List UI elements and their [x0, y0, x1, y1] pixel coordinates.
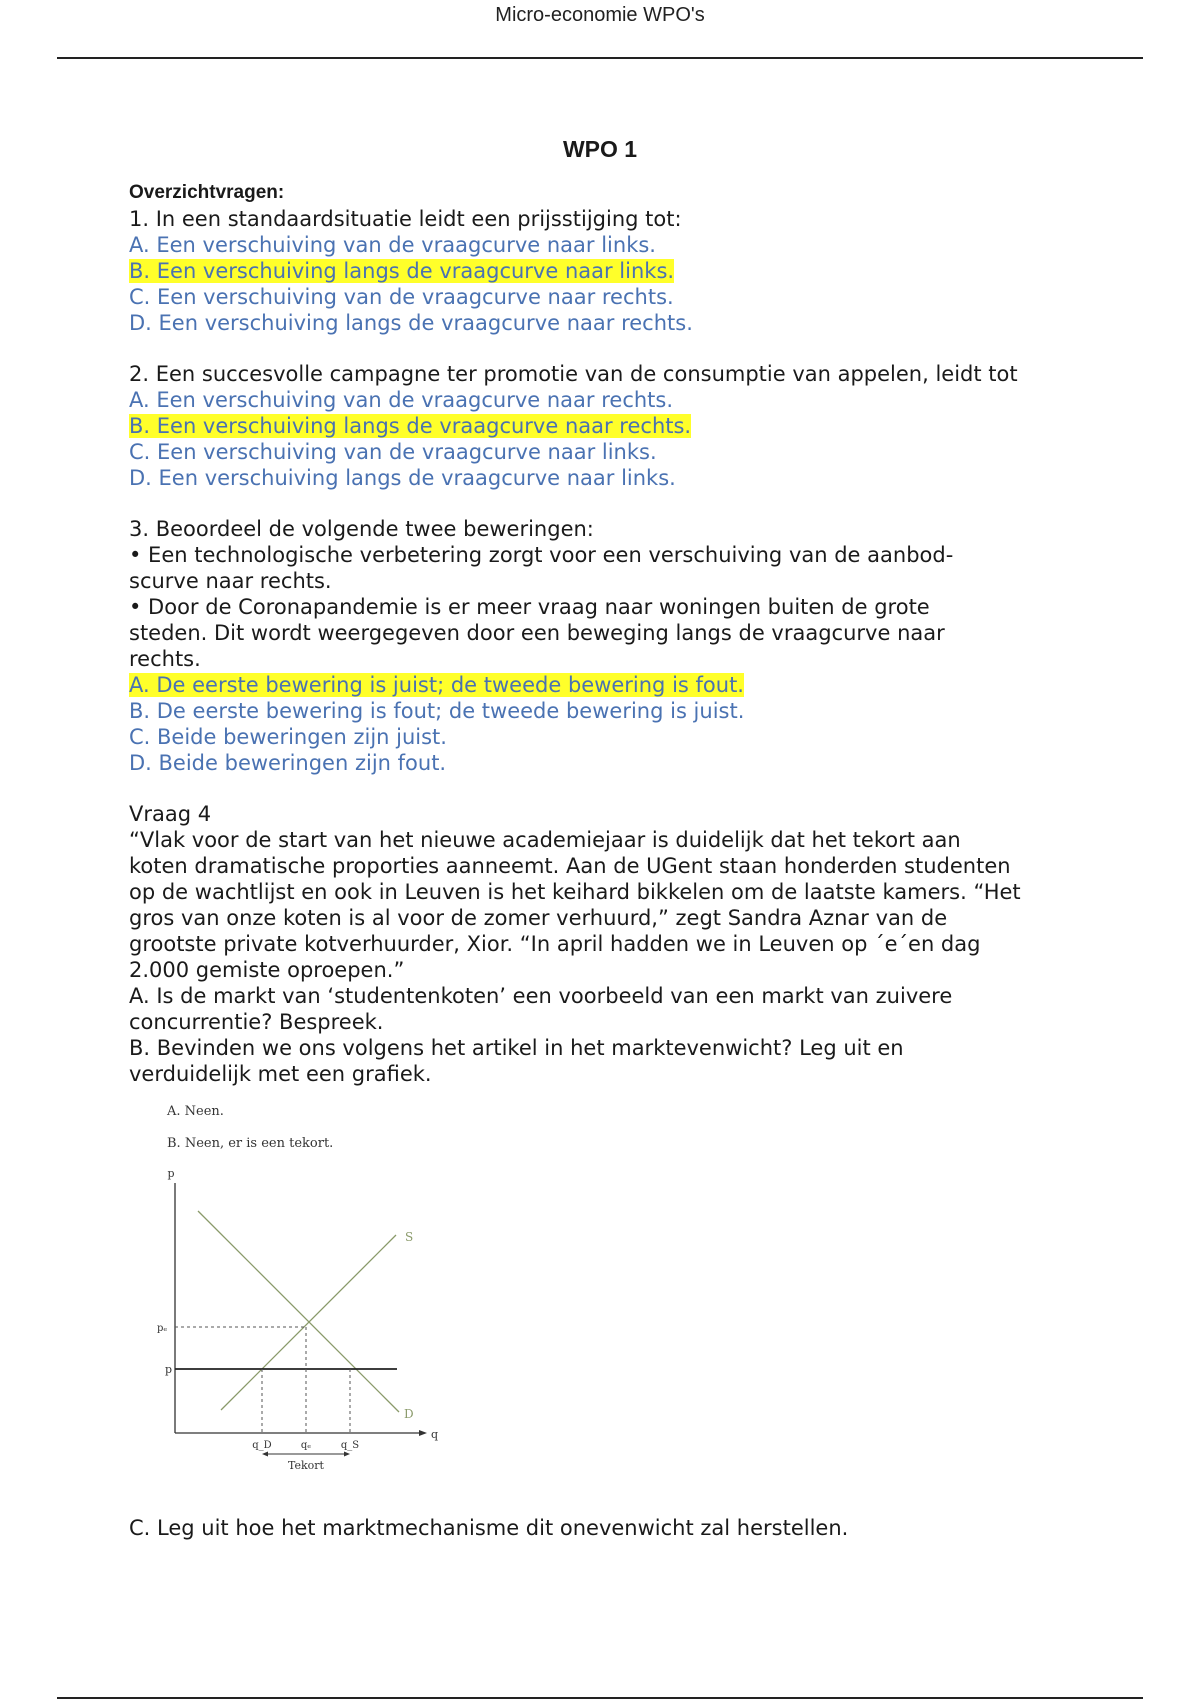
answer-option-d: D. Een verschuiving langs de vraagcurve naar rechts. [129, 311, 693, 335]
question-2 [129, 361, 1089, 491]
quote-line: koten dramatische proporties aanneemt. Aan de UGent staan honderden studenten [129, 854, 1011, 878]
quote-line: grootste private kotverhuurder, Xior. “In april hadden we in Leuven op ´e´en dag [129, 932, 981, 956]
question-1 [129, 206, 1089, 336]
part-a-question-cont: concurrentie? Bespreek. [129, 1010, 384, 1034]
question-stem: 3. Beoordeel de volgende twee beweringen: [129, 517, 594, 541]
answer-option-b-highlighted: B. Een verschuiving langs de vraagcurve naar links. [129, 259, 675, 283]
header-rule [57, 57, 1143, 59]
demand-curve [198, 1211, 399, 1412]
shortage-arrow-left-head [262, 1452, 268, 1457]
question-4 [129, 801, 1089, 1541]
part-b-question: B. Bevinden we ons volgens het artikel in het marktevenwicht? Leg uit en [129, 1036, 904, 1060]
running-header: Micro-economie WPO's [495, 4, 705, 26]
page-content [129, 136, 1089, 1541]
quote-line: “Vlak voor de start van het nieuwe academiejaar is duidelijk dat het tekort aan [129, 828, 961, 852]
question-label: Vraag 4 [129, 802, 212, 826]
y-axis-label: p [167, 1167, 175, 1180]
qd-tick-label: q_D [252, 1440, 272, 1451]
supply-curve [221, 1235, 396, 1410]
page-title: WPO 1 [562, 136, 638, 162]
qs-tick-label: q_S [340, 1440, 360, 1451]
statement-1: • Een technologische verbetering zorgt voor een verschuiving van de aanbod- [129, 543, 954, 567]
part-c-question: C. Leg uit hoe het marktmechanisme dit onevenwicht zal herstellen. [129, 1516, 849, 1540]
part-b-question-cont: verduidelijk met een grafiek. [129, 1062, 432, 1086]
footer-rule [57, 1697, 1143, 1699]
statement-2-cont: steden. Dit wordt weergegeven door een beweging langs de vraagcurve naar [129, 621, 945, 645]
statement-2: • Door de Coronapandemie is er meer vraag naar woningen buiten de grote [129, 595, 930, 619]
answer-option-b: B. De eerste bewering is fout; de tweede bewering is juist. [129, 699, 745, 723]
shortage-label: Tekort [288, 1459, 324, 1472]
answer-option-a-highlighted: A. De eerste bewering is juist; de tweede bewering is fout. [129, 673, 744, 697]
answer-figure [129, 1091, 439, 1491]
qe-tick-label: qₑ [300, 1440, 312, 1451]
supply-demand-chart [129, 1161, 439, 1491]
answer-b-text: B. Neen, er is een tekort. [167, 1136, 334, 1151]
quote-line: gros van onze koten is al voor de zomer verhuurd,” zegt Sandra Aznar van de [129, 906, 948, 930]
answer-option-d: D. Een verschuiving langs de vraagcurve naar links. [129, 466, 676, 490]
statement-2-cont: rechts. [129, 647, 201, 671]
quote-line: 2.000 gemiste oproepen.” [129, 958, 405, 982]
answer-option-a: A. Een verschuiving van de vraagcurve naar links. [129, 233, 656, 257]
part-a-question: A. Is de markt van ‘studentenkoten’ een voorbeeld van een markt van zuivere [129, 984, 953, 1008]
answer-option-a: A. Een verschuiving van de vraagcurve naar rechts. [129, 388, 674, 412]
x-axis-arrow [419, 1430, 427, 1436]
equilibrium-price-label: pₑ [157, 1323, 168, 1334]
question-stem: 2. Een succesvolle campagne ter promotie van de consumptie van appelen, leidt tot [129, 362, 1018, 386]
shortage-arrow-right-head [344, 1452, 350, 1457]
question-stem: 1. In een standaardsituatie leidt een prijsstijging tot: [129, 207, 682, 231]
x-axis-label: q [431, 1428, 439, 1441]
answer-option-b-highlighted: B. Een verschuiving langs de vraagcurve naar rechts. [129, 414, 692, 438]
section-heading: Overzichtvragen: [129, 182, 285, 203]
statement-1-cont: scurve naar rechts. [129, 569, 332, 593]
demand-label: D [404, 1407, 414, 1421]
supply-label: S [405, 1230, 414, 1244]
quote-line: op de wachtlijst en ook in Leuven is het keihard bikkelen om de laatste kamers. “Het [129, 880, 1021, 904]
answer-option-d: D. Beide beweringen zijn fout. [129, 751, 447, 775]
price-label: p [165, 1363, 173, 1376]
question-3 [129, 516, 1089, 776]
answer-a-text: A. Neen. [167, 1104, 224, 1119]
answer-option-c: C. Beide beweringen zijn juist. [129, 725, 447, 749]
answer-option-c: C. Een verschuiving van de vraagcurve naar rechts. [129, 285, 674, 309]
answer-option-c: C. Een verschuiving van de vraagcurve naar links. [129, 440, 657, 464]
